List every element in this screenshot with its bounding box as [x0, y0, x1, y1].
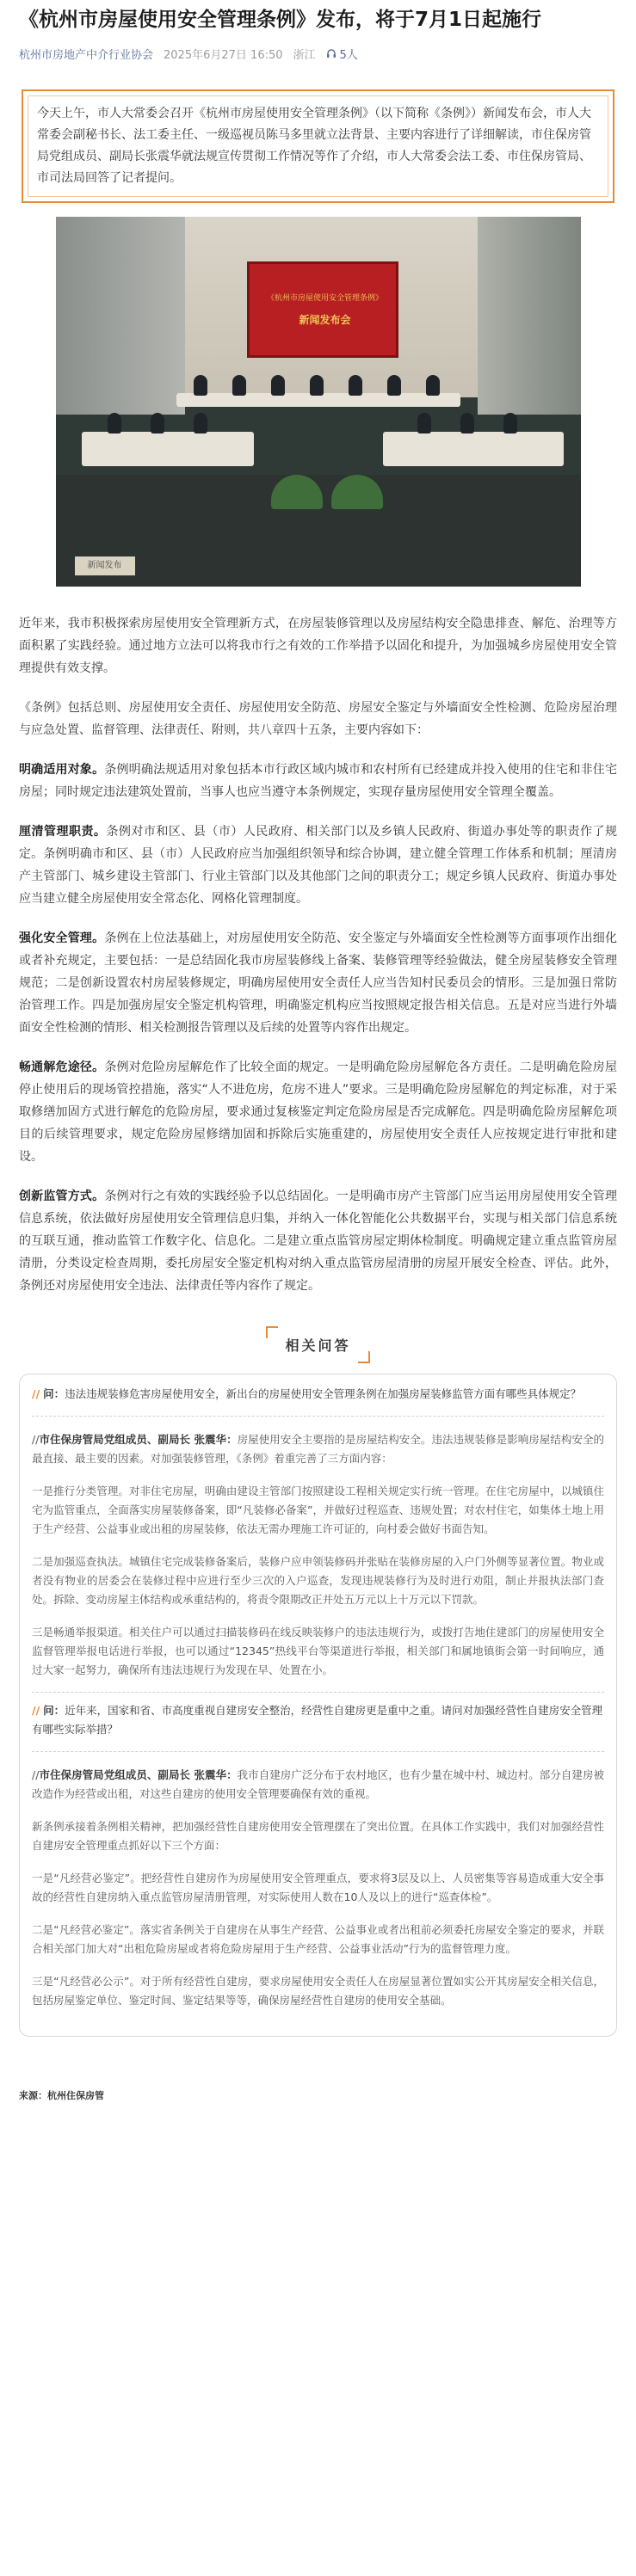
photo-person	[426, 375, 440, 396]
photo-table-right	[383, 432, 564, 466]
body-paragraph: 厘清管理职责。条例对市和区、县（市）人民政府、相关部门以及乡镇人民政府、街道办事处等的职责作了规定。条例明确市和区、县（市）人民政府应当加强组织领导和综合协调，建立健全管理工作体系和机制；厘清房产主管部门、城乡建设主管部门、行业主管部门以及其他部门之间的职责分工；规定乡镇人民政府、街道办事处应当建立健全房屋使用安全常态化、网格化管理制度。	[19, 825, 618, 906]
qa-answer: 二是“凡经营必鉴定”。落实省条例关于自建房在从事生产经营、公益事业或者出租前必须委托房屋安全鉴定的要求，并联合相关部门加大对“出租危险房屋或者将危险房屋用于生产经营、公益事业活动”行为的监督管理力度。	[32, 1923, 604, 1955]
paragraph-heading: 畅通解危途径。	[19, 1061, 105, 1074]
body-paragraph: 近年来，我市积极探索房屋使用安全管理新方式，在房屋装修管理以及房屋结构安全隐患排查、解危、治理等方面积累了实践经验。通过地方立法可以将我市行之有效的工作举措予以固化和提升，为加强城乡房屋使用安全管理提供有效支撑。	[19, 617, 617, 675]
qa-divider	[32, 1751, 604, 1752]
photo-curtain-left	[56, 217, 185, 415]
listen-indicator[interactable]	[326, 46, 358, 62]
qa-divider	[32, 1416, 604, 1417]
slash-icon: //	[32, 1433, 40, 1446]
qa-answer: 三是畅通举报渠道。相关住户可以通过扫描装修码在线反映装修户的违法违规行为，或拨打告地住建部门的房屋使用安全监督管理举报电话进行举报，也可以通过“12345”热线平台等渠道进行举报，相关部门和属地镇街会第一时间响应，通过大家一起努力，确保所有违法违规行为发现在早、处置在小。	[32, 1626, 604, 1676]
qa-divider	[32, 1692, 604, 1693]
body-paragraph: 强化安全管理。条例在上位法基础上，对房屋使用安全防范、安全鉴定与外墙面安全性检测等方面事项作出细化或者补充规定，主要包括：一是总结固化我市房屋装修线上备案、装修管理等经验做法，健全房屋装修安全管理规范；二是创新设置农村房屋装修规定，明确房屋使用安全责任人应当告知村民委员会的情形。三是加强日常防治管理工作。四是加强房屋安全鉴定机构管理，明确鉴定机构应当按照规定报告相关信息。五是对应当进行外墙面安全性检测的情形、相关检测报告管理以及后续的处置等内容作出规定。	[19, 931, 617, 1035]
body-paragraph: 明确适用对象。条例明确法规适用对象包括本市行政区域内城市和农村所有已经建成并投入使用的住宅和非住宅房屋；同时规定违法建筑处置前，当事人也应当遵守本条例规定，实现存量房屋使用安全管理全覆盖。	[19, 763, 617, 799]
article-title: 《杭州市房屋使用安全管理条例》发布，将于7月1日起施行	[19, 9, 542, 31]
qa-answer: 三是“凡经营必公示”。对于所有经营性自建房，要求房屋使用安全责任人在房屋显著位置如实公开其房屋安全相关信息，包括房屋鉴定单位、鉴定时间、鉴定结果等等，确保房屋经营性自建房的使用安全基础。	[32, 1975, 604, 2007]
qa-section-title: 相关问答	[271, 1331, 364, 1358]
screen-title-line: 《杭州市房屋使用安全管理条例》	[266, 294, 383, 303]
photo-person	[151, 413, 164, 433]
photo-nameplate: 新闻发布	[75, 556, 135, 575]
photo-person	[503, 413, 517, 433]
photo-person	[194, 413, 207, 433]
article-source: 来源：杭州住保房管	[19, 2090, 104, 2101]
article-meta	[19, 45, 617, 62]
slash-icon: //	[32, 1768, 40, 1781]
article-body	[19, 612, 617, 1297]
body-paragraph: 创新监管方式。条例对行之有效的实践经验予以总结固化。一是明确市房产主管部门应当运用房屋使用安全管理信息系统，依法做好房屋使用安全管理信息归集，并纳入一体化智能化公共数据平台，实现与相关部门信息系统的互联互通，推动监管工作数字化、信息化。二是建立重点监管房屋定期体检制度。明确规定建立重点监管房屋清册，分类设定检查周期，委托房屋安全鉴定机构对纳入重点监管房屋清册的房屋开展安全检查、评估。此外，条例还对房屋使用安全违法、法律责任等内容作了规定。	[19, 1190, 617, 1293]
photo-person	[387, 375, 401, 396]
qa-answer: 二是加强巡查执法。城镇住宅完成装修备案后，装修户应申领装修码并张贴在装修房屋的入户门外侧等显著位置。物业或者没有物业的居委会在装修过程中应进行至少三次的入户巡查，发现违规装修行为及时进行劝阻，制止并报执法部门查处。拆除、变动房屋主体结构或承重结构的，将责令限期改正并处五万元以上十万元以下罚款。	[32, 1555, 604, 1606]
qa-answer: //市住保房管局党组成员、副局长 张震华：房屋使用安全主要指的是房屋结构安全。违法违规装修是影响房屋结构安全的最直接、最主要的因素。对加强装修管理，《条例》着重完善了三方面内容：	[32, 1433, 604, 1465]
photo-person	[232, 375, 246, 396]
qa-question: // 问：近年来，国家和省、市高度重视自建房安全整治，经营性自建房更是重中之重。请问对加强经营性自建房安全管理有哪些实际举措？	[32, 1704, 603, 1736]
photo-curtain-right	[478, 217, 581, 415]
photo-person	[194, 375, 207, 396]
publish-date: 2025年6月27日 16:50	[164, 48, 283, 62]
headphones-icon	[326, 48, 337, 58]
body-paragraph: 《条例》包括总则、房屋使用安全责任、房屋使用安全防范、房屋安全鉴定与外墙面安全性检测、危险房屋治理与应急处置、监督管理、法律责任、附则，共八章四十五条，主要内容如下：	[19, 701, 617, 737]
qa-answer: //市住保房管局党组成员、副局长 张震华：我市自建房广泛分布于农村地区，也有少量在城中村、城边村。部分自建房被改造作为经营或出租，对这些自建房的使用安全管理要确保有效的重视。	[32, 1768, 604, 1800]
photo-red-screen	[247, 261, 398, 358]
screen-subtitle-line: 新闻发布会	[299, 314, 351, 326]
qa-question: // 问：违法违规装修危害房屋使用安全，新出台的房屋使用安全管理条例在加强房屋装修监管方面有哪些具体规定？	[32, 1387, 582, 1400]
photo-person	[310, 375, 324, 396]
paragraph-heading: 创新监管方式。	[19, 1190, 105, 1203]
body-paragraph: 畅通解危途径。条例对危险房屋解危作了比较全面的规定。一是明确危险房屋解危各方责任。二是明确危险房屋停止使用后的现场管控措施，落实“人不进危房，危房不进人”要求。三是明确危险房屋解危的判定标准，对于采取修缮加固方式进行解危的危险房屋，要求通过复核鉴定判定危险房屋是否完成解危。四是明确危险房屋解危项目的后续管理要求，规定危险房屋修缮加固和拆除后实施重建的，房屋使用安全责任人应按规定进行审批和建设。	[19, 1061, 617, 1164]
press-conference-photo	[56, 217, 581, 587]
paragraph-heading: 强化安全管理。	[19, 931, 105, 945]
qa-box	[19, 1374, 617, 2037]
photo-person	[460, 413, 474, 433]
slash-icon: //	[32, 1704, 40, 1717]
paragraph-heading: 明确适用对象。	[19, 763, 105, 777]
qa-section-header	[19, 1331, 617, 1358]
lead-text: 今天上午，市人大常委会召开《杭州市房屋使用安全管理条例》（以下简称《条例》）新闻发布会，市人大常委会副秘书长、法工委主任、一级巡视员陈马多里就立法背景、主要内容进行了详细解读，市住保房管局党组成员、副局长张震华就法规宣传贯彻工作情况等作了介绍，市人大常委会法工委、市住保房管局、市司法局回答了记者提问。	[28, 95, 608, 197]
lead-box	[22, 89, 614, 203]
qa-answer: 一是“凡经营必鉴定”。把经营性自建房作为房屋使用安全管理重点，要求将3层及以上、人员密集等容易造成重大安全事故的经营性自建房纳入重点监管房屋清册管理，对实际使用人数在10人及以上的进行“巡查体检”。	[32, 1872, 604, 1903]
qa-answer: 一是推行分类管理。对非住宅房屋，明确由建设主管部门按照建设工程相关规定实行统一管理。在住宅房屋中，以城镇住宅为监管重点，全面落实房屋装修备案，即“凡装修必备案”，并做好过程巡查、违规处置；对农村住宅，如集体土地上用于生产经营、公益事业或出租的房屋装修，依法无需办理施工许可证的，向村委会做好书面告知。	[32, 1485, 604, 1535]
publish-region: 浙江	[293, 48, 316, 62]
listen-count: 5人	[339, 48, 358, 62]
paragraph-heading: 厘清管理职责。	[19, 825, 107, 839]
photo-person	[271, 375, 285, 396]
photo-person	[417, 413, 431, 433]
slash-icon: //	[32, 1387, 40, 1400]
author-link[interactable]: 杭州市房地产中介行业协会	[19, 48, 154, 62]
photo-person	[349, 375, 362, 396]
qa-answer: 新条例承接着条例相关精神，把加强经营性自建房使用安全管理摆在了突出位置。在具体工作实践中，我们对加强经营性自建房安全管理重点抓好以下三个方面：	[32, 1820, 604, 1852]
photo-person	[108, 413, 121, 433]
photo-table-left	[82, 432, 254, 466]
